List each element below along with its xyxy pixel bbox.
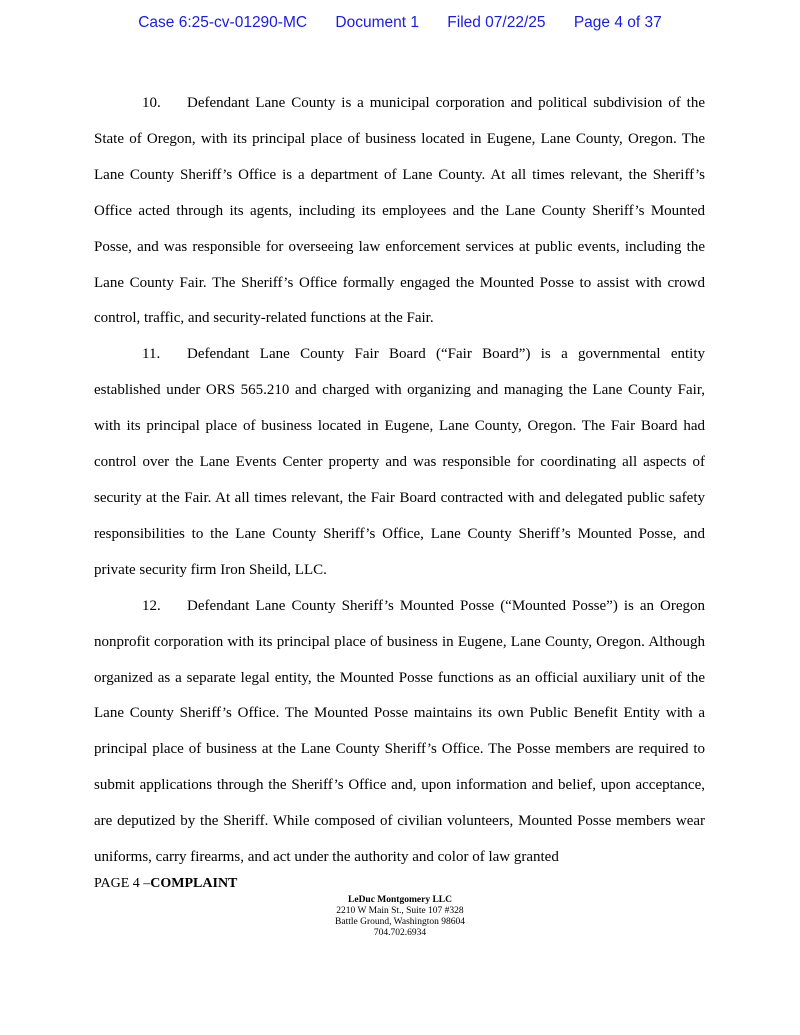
document-body bbox=[94, 86, 705, 876]
document-number: Document 1 bbox=[335, 14, 419, 31]
case-number: Case 6:25-cv-01290-MC bbox=[138, 14, 308, 31]
page-indicator: Page 4 of 37 bbox=[573, 14, 662, 31]
firm-address-line-2: Battle Ground, Washington 98604 bbox=[335, 917, 465, 927]
paragraph-text: Defendant Lane County is a municipal corporation and political subdivision of the State of Oregon, with its principal place of business located in Eugene, Lane County, Oregon. The Lane County Sheriff’s Office is a department of Lane County. At all times relevant, the Sheriff’s Office acted through its agents, including its employees and the Lane County Sheriff’s Mounted Posse, and was responsible for overseeing law enforcement services at public events, including the Lane County Fair. The Sheriff’s Office formally engaged the Mounted Posse to assist with crowd control, traffic, and security-related functions at the Fair. bbox=[94, 95, 705, 327]
paragraph-number: 10. bbox=[142, 95, 161, 111]
paragraph-text: Defendant Lane County Fair Board (“Fair Board”) is a governmental entity established under ORS 565.210 and charged with organizing and managing the Lane County Fair, with its principal place of business located in Eugene, Lane County, Oregon. The Fair Board had control over the Lane Events Center property and was responsible for coordinating all aspects of security at the Fair. At all times relevant, the Fair Board contracted with and delegated public safety responsibilities to the Lane County Sheriff’s Office, Lane County Sheriff’s Mounted Posse, and private security firm Iron Sheild, LLC. bbox=[94, 346, 705, 578]
paragraph-text: Defendant Lane County Sheriff’s Mounted Posse (“Mounted Posse”) is an Oregon nonprofit corporation with its principal place of business in Eugene, Lane County, Oregon. Although organized as a separate legal entity, the Mounted Posse functions as an official auxiliary unit of the Lane County Sheriff’s Office. The Mounted Posse maintains its own Public Benefit Entity with a principal place of business at the Lane County Sheriff’s Office. The Posse members are required to submit applications through the Sheriff’s Office and, upon information and belief, upon acceptance, are deputized by the Sheriff. While composed of civilian volunteers, Mounted Posse members wear uniforms, carry firearms, and act under the authority and color of law granted bbox=[94, 597, 705, 866]
paragraph-number: 11. bbox=[142, 346, 161, 363]
footer-page-number: PAGE 4 – bbox=[94, 876, 151, 891]
firm-phone: 704.702.6934 bbox=[373, 928, 427, 938]
page-footer-label bbox=[94, 876, 237, 892]
paragraph-10 bbox=[94, 86, 705, 337]
paragraph-number: 12. bbox=[142, 597, 161, 614]
filed-date: Filed 07/22/25 bbox=[447, 14, 546, 31]
firm-name: LeDuc Montgomery LLC bbox=[348, 895, 452, 905]
case-header bbox=[0, 14, 800, 32]
firm-address-line-1: 2210 W Main St., Suite 107 #328 bbox=[336, 906, 464, 916]
footer-document-title: COMPLAINT bbox=[150, 876, 238, 891]
paragraph-12 bbox=[94, 589, 705, 876]
firm-block bbox=[0, 895, 800, 939]
paragraph-11 bbox=[94, 337, 705, 588]
